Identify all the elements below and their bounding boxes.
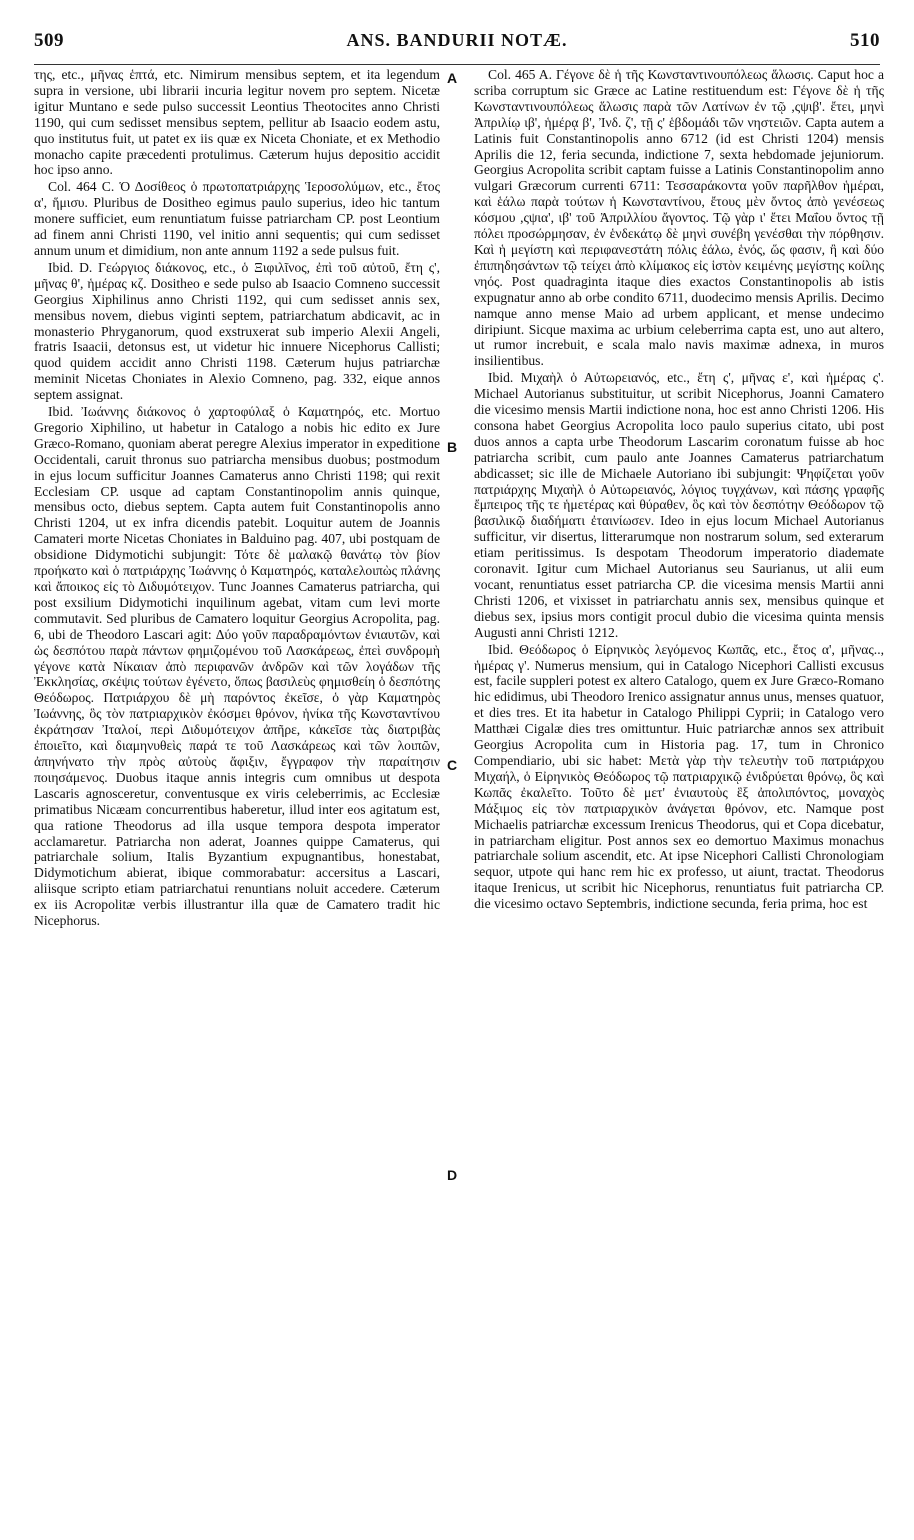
margin-marker-a: A [447, 70, 458, 86]
header-rule [34, 64, 880, 65]
paragraph: Ibid. D. Γεώργιος διάκονος, etc., ὁ Ξιφιλῖνος, ἐπὶ τοῦ αὐτοῦ, ἔτη ς', μῆνας θ', ἡμέρας κζ. Dositheo e sede pulso ab Isaacio Comneno successit Georgius Xiphilinus anno Christi 1192, qui cum sedisset annis sex, mensibus novem, diebus viginti septem, patriarchatum abdicavit, ac in monasterio Phryganorum, quod exstruxerat sub imperio Alexii Angeli, fratris Isaacii, detonsus est, ut videtur hic innuere Nicephorus Callisti; quod quidem accidit anno Christi 1198. Cæterum hujus patriarchæ meminit Nicetas Choniates in Alexio Comneno, pag. 332, eique annos septem assignat. [34, 259, 440, 403]
paragraph: Col. 464 C. Ὁ Δοσίθεος ὁ πρωτοπατριάρχης Ἱεροσολύμων, etc., ἔτος α', ἥμισυ. Pluribus de Dositheo egimus paulo superius, ideo hic tantum monere sufficiet, eum renuntiatum fuisse patriarcham CP. post Leontium ad finem anni Christi 1190, vel initio anni sequentis; qui cum sedisset annum unum et dimidium, non ante annum 1192 a sede pulsus fuit. [34, 179, 440, 258]
page-number-right: 510 [850, 30, 880, 51]
paragraph: της, etc., μῆνας ἑπτά, etc. Nimirum mensibus septem, et ita legendum supra in versione, ubi librarii incuria legitur novem pro septem. Nicetæ igitur Muntano e sede pulso successit Leontius Theotocites anno Christi 1190, qui cum sedisset mensibus septem, pellitur ab Isaacio eodem astu, quo institutus fuit, ut patet ex iis quæ ex Niceta Choniate, et ex Methodio monacho capite præcedenti protulimus. Cæterum hujus depositio accidit hoc ipso anno. [34, 67, 440, 178]
margin-marker-b: B [447, 439, 458, 455]
margin-marker-c: C [447, 757, 458, 773]
paragraph: Col. 465 A. Γέγονε δὲ ἡ τῆς Κωνσταντινουπόλεως ἅλωσις. Caput hoc a scriba corruptum sic Græce ac Latine restituendum est: Γέγονε δὲ ἡ τῆς Κωνσταντινουπόλεως ἅλωσις παρὰ τῶν Λατίνων ἐν τῷ ,ςψιβ'. ἔτει, μηνὶ Ἀπριλίῳ ιβ', ἡμέρᾳ β', Ἰνδ. ζ', τῇ ς' ἑβδομάδι τῶν νηστειῶν. Capta autem a Latinis fuit Constantinopolis anno 6712 (id est Christi 1204) mensis Aprilis die 12, feria secunda, indictione 7, sexta hebdomade jejuniorum. Georgius Acropolita scribit captam fuisse a Latinis Constantinopolim anno vulgari Græcorum currenti 6711: Τεσσαράκοντα γοῦν παρῆλθον ἡμέραι, καὶ ἑάλω παρὰ τούτων ἡ Κωνσταντίνου, ἔτους μὲν ὄντος ἀπὸ γενέσεως κόσμου ,ςψια', ιβ' τοῦ Ἀπριλλίου ἄγοντος. Τῷ γὰρ ι' ἔτει Μαΐου ὄντος τῇ πόλει προσώρμησαν, ἐν ἑνδεκάτῳ δὲ μηνὶ συνέβη γενέσθαι τὴν πόρθησιν. Καὶ ἡ μεγίστη καὶ περιφανεστάτη πόλις ἑάλω, ἑνός, ὥς φασιν, ἢ καὶ δύο ἐπιπηδησάντων τῷ τείχει ἀπὸ κλίμακος εἰς ἱστὸν κειμένης μεγίστης κοίλης νηός. Post quadraginta itaque dies exactos Constantinopolis ab istis expugnatur anno ab orbe condito 6711, duodecimo mensis Aprilis. Decimo namque anno mense Maio ad urbem applicant, et mense undecimo diripiunt. Sicque maxima ac urbium celeberrima capta est, uno aut altero, ut rumor increbuit, e scala malo navis maximæ adnexa, in muros insilientibus. [474, 67, 884, 369]
right-column [474, 67, 884, 912]
paragraph: Ibid. Θεόδωρος ὁ Εἰρηνικὸς λεγόμενος Κωπᾶς, etc., ἔτος α', μῆνας.., ἡμέρας γ'. Numerus mensium, qui in Catalogo Nicephori Callisti excusus est, facile suppleri potest ex altero Catalogo, quem ex Jure Græco-Romano hic edidimus, ubi Theodoro Irenico assignatur annus unus, menses quatuor, et dies tres. Et ita habetur in Catalogo Philippi Cyprii; in Catalogo vero Matthæi Cigalæ dies tres omittuntur. Huic patriarchæ annos sex attribuit Georgius Acropolita cum in Historia pag. 17, tum in Chronico Compendiario, ubi sic habet: Μετὰ γὰρ τὴν τελευτὴν τοῦ πατριάρχου Μιχαήλ, ὁ Εἰρηνικὸς Θεόδωρος τῷ πατριαρχικῷ ἐνιδρύεται θρόνῳ, ὃς καὶ Κωπᾶς ἐκαλεῖτο. Τοῦτο δὲ μετ' ἐνιαυτοὺς ἓξ ἀπολιπόντος, μοναχὸς Μάξιμος εἰς τὸν πατριαρχικὸν ἀνάγεται θρόνον, etc. Namque post Michaelis patriarchæ excessum Irenicus Theodorus, qui et Copa dicebatur, in patriarcham eligitur. Post annos sex eo demortuo Maximus monachus patriarchale solium ascendit, etc. At ipse Nicephori Callisti Chronologiam sequor, utpote qui hanc rem hic ex professo, ut aiunt, tractat. Theodorus itaque Irenicus, ut scribit hic Nicephorus, renuntiatus fuit patriarcha CP. die vicesimo octavo Septembris, indictione secunda, feria prima, hoc est [474, 641, 884, 912]
margin-marker-d: D [447, 1167, 458, 1183]
paragraph: Ibid. Ἰωάννης διάκονος ὁ χαρτοφύλαξ ὁ Καματηρός, etc. Mortuo Gregorio Xiphilino, ut habetur in Catalogo a nobis hic edito ex Jure Græco-Romano, quoniam aberat peregre Alexius imperator in expeditione Occidentali, caruit thronus suo patriarcha mensibus duobus; postmodum in ejus locum sufficitur Joannes Camaterus anno Christi 1198; qui rexit Ecclesiam CP. usque ad captam Constantinopolim annis quinque, mensibus octo, diebus septem. Capta autem fuit Constantinopolis anno Christi 1204, ut ex infra dicendis patebit. Loquitur autem de Joannis Camateri morte Nicetas Choniates in Balduino pag. 407, ubi postquam de obsidione Didymotichi subjungit: Τότε δὲ μαλακῷ θανάτῳ τὸν βίον προήκατο καὶ ὁ πατριάρχης Ἰωάννης ὁ Καματηρός, καταλελοιπὼς πλάνης καὶ ἄποικος εἰς τὸ Διδυμότειχον. Tunc Joannes Camaterus patriarcha, qui post exsilium Didymotichi inquilinum agebat, vitam cum levi morte commutavit. Sed pluribus de Camatero loquitur Georgius Acropolita, pag. 6, ubi de Theodoro Lascari agit: Δύο γοῦν παραδραμόντων ἐνιαυτῶν, καὶ ὡς δεσπότου παρὰ πάντων φημιζομένου τοῦ Λασκάρεως, ἐπεὶ συνδρομὴ γέγονε κατὰ Νίκαιαν ἀπὸ περιφανῶν ἀνδρῶν καὶ τῶν λογάδων τῆς Ἐκκλησίας, σκέψις τούτων ἐγένετο, ὅπως βασιλεὺς φημισθείη ὁ δεσπότης Θεόδωρος. Πατριάρχου δὲ μὴ παρόντος ἐκεῖσε, ὁ γὰρ Καματηρὸς Ἰωάννης, ὃς τὸν πατριαρχικὸν ἐκόσμει θρόνον, ἡνίκα τῆς Κωνσταντίνου ἐκράτησαν Ἰταλοί, περὶ Διδυμότειχον ἀπῆρε, κἀκεῖσε τὰς διατριβὰς ἐποιεῖτο, καὶ διαμηνυθεὶς παρά τε τοῦ Λασκάρεως καὶ τῶν λοιπῶν, ἀπηνήνατο τὴν πρὸς αὐτοὺς ἄφιξιν, ἔγγραφον τὴν παραίτησιν ποιησάμενος. Duobus itaque annis integris cum omnibus ut despota Lascaris agnosceretur, conventusque ex viris celeberrimis, ac Ecclesiæ primatibus Nicæam concurrentibus haberetur, illud inter eos agitatum est, qua ratione Theodorus ad illa usque tempora despota imperator acclamaretur. Patriarcha non aderat, Joannes quippe Camaterus, qui patriarchale solium, Italis Byzantium expugnantibus, honestabat, Didymotichum abierat, ibique commorabatur: accersitus a Lascari, aliisque scripto etiam patriarchatui renuntians noluit accedere. Cæterum ex iis Acropolitæ verbis illustrantur illa quæ de Camatero tradit hic Nicephorus. [34, 404, 440, 929]
running-header [34, 30, 880, 60]
paragraph: Ibid. Μιχαὴλ ὁ Αὐτωρειανός, etc., ἔτη ς', μῆνας ε', καὶ ἡμέρας ς'. Michael Autorianus substituitur, ut scribit Nicephorus, Joanni Camatero die vicesimo mensis Martii indictione nona, hoc est anno Christi 1206. His consona habet Georgius Acropolita loco paulo superius citato, ubi post duos annos a capta urbe Theodorum Lascarim coronatum fuisse ab hoc patriarcha scribit, cum paulo ante Joannes Camaterus patriarchatum abdicasset; sic ille de Michaele Autoriano ibi subjungit: Ψηφίζεται γοῦν πατριάρχης Μιχαὴλ ὁ Αὐτωρειανός, λόγιος τυγχάνων, καὶ πάσης γραφῆς ἔμπειρος τῆς τε ἡμετέρας καὶ θύραθεν, ὃς καὶ τὸν δεσπότην Θεόδωρον τῷ βασιλικῷ διαδήματι ἐταινίωσεν. Ideo in ejus locum Michael Autorianus sufficitur, vir disertus, litterarumque non nostrarum solum, sed exterarum etiam peritissimus. Is despotam Theodorum imperatorio diademate coronavit. Igitur cum Michael Autorianus seu Saurianus, ut alii eum vocant, renuntiatus esset patriarcha CP. die vicesima mensis Martii anni Christi 1206, et vixisset in patriarchatu annis sex, mensibus quinque et diebus sex, ipsius mors contigit procul dubio die vicesima quinta mensis Augusti anni Christi 1212. [474, 370, 884, 640]
column-gutter [443, 67, 471, 1527]
left-column [34, 67, 440, 929]
running-title: ANS. BANDURII NOTÆ. [346, 30, 568, 50]
page-number-left: 509 [34, 30, 64, 51]
